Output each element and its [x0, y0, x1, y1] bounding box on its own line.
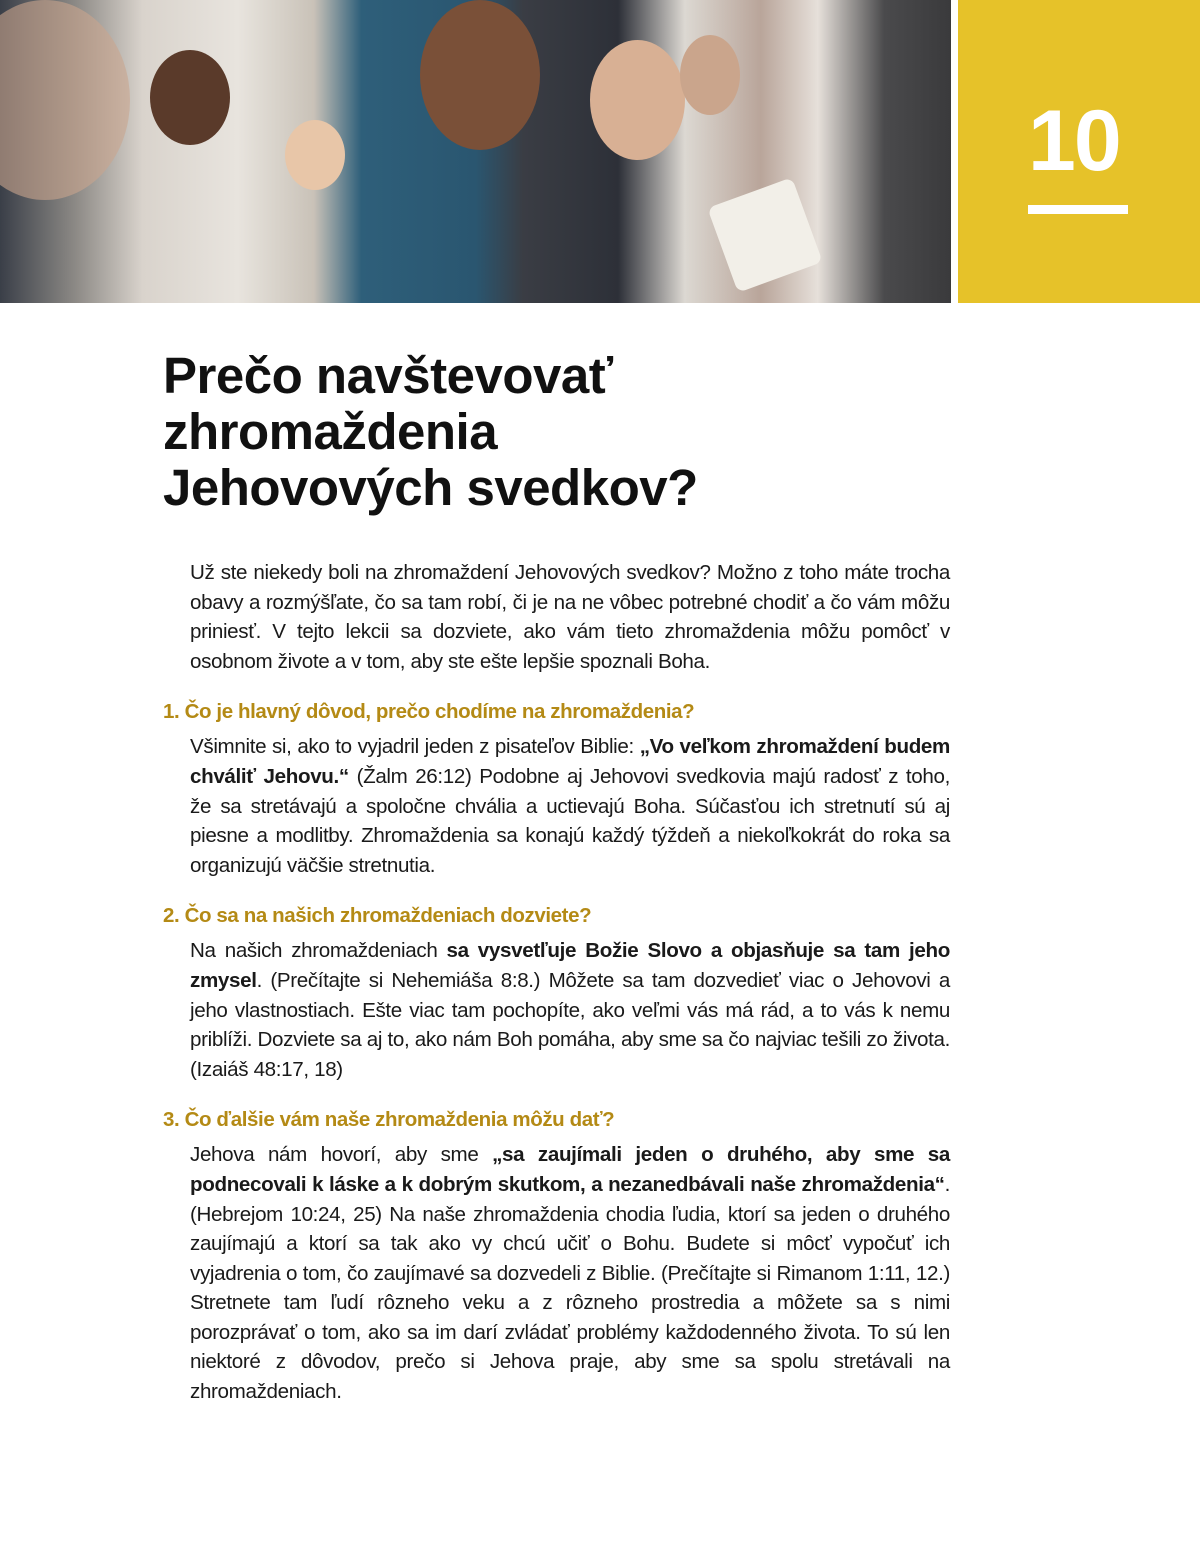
lesson-number-underline	[1028, 205, 1128, 214]
text-segment: . (Hebrejom 10:24, 25) Na naše zhromaždenia chodia ľudia, ktorí sa jeden o druhého zaujímajú a ktorí sa tak ako vy chcú učiť o Bohu. Budete si môcť vypočuť ich vyjadrenia o tom, čo zaujímavé sa dozvedeli z Biblie. (Prečítajte si Rimanom 1:11, 12.) Stretnete tam ľudí rôzneho veku a z rôzneho prostredia a môžete sa s nimi porozprávať o tom, ako sa im darí zvládať problémy každodenného života. To sú len niektoré z dôvodov, prečo si Jehova praje, aby sme sa spolu stretávali na zhromaždeniach.	[190, 1172, 950, 1404]
text-segment: (Žalm 26:12) Podobne aj Jehovovi svedkovia majú radosť z toho, že sa stretávajú a spoločne chvália a uctievajú Boha. Súčasťou ich stretnutí sú aj piesne a modlitby. Zhromaždenia sa konajú každý týždeň a niekoľkokrát do roka sa organizujú väčšie stretnutia.	[190, 764, 950, 877]
section-heading: 2. Čo sa na našich zhromaždeniach dozviete?	[163, 904, 592, 928]
text-segment: Jehova nám hovorí, aby sme	[190, 1143, 493, 1167]
title-line: Prečo navštevovať	[163, 347, 613, 404]
header-photo-congregation-meeting	[0, 0, 951, 303]
section-heading: 1. Čo je hlavný dôvod, prečo chodíme na zhromaždenia?	[163, 700, 695, 724]
text-segment: Už ste niekedy boli na zhromaždení Jehovových svedkov? Možno z toho máte trocha obavy a rozmýšľate, čo sa tam robí, či je na ne vôbec potrebné chodiť a čo vám môžu priniesť. V tejto lekcii sa dozviete, ako vám tieto zhromaždenia môžu pomôcť v osobnom živote a v tom, aby ste ešte lepšie spoznali Boha.	[190, 561, 950, 673]
text-segment: . (Prečítajte si Nehemiáša 8:8.) Môžete sa tam dozvedieť viac o Jehovovi a jeho vlastnostiach. Ešte viac tam pochopíte, ako veľmi vás má rád, a to vás k nemu priblíži. Dozviete sa aj to, ako nám Boh pomáha, aby sme sa čo najviac tešili zo života. (Izaiáš 48:17, 18)	[190, 968, 950, 1081]
lesson-number-badge	[958, 0, 1200, 303]
section-paragraph	[190, 936, 950, 1084]
bold-text-segment: „sa zaujímali jeden o druhého, aby sme sa podnecovali k láske a k dobrým skutkom, a nezanedbávali naše zhromaždenia“	[190, 1143, 950, 1196]
section-heading: 3. Čo ďalšie vám naše zhromaždenia môžu dať?	[163, 1108, 615, 1132]
intro-paragraph	[190, 558, 950, 676]
lesson-number: 10	[1028, 93, 1120, 189]
bold-text-segment: sa vysvetľuje Božie Slovo a objasňuje sa tam jeho zmysel	[190, 939, 950, 992]
bold-text-segment: „Vo veľkom zhromaždení budem chváliť Jehovu.“	[190, 735, 950, 788]
text-segment: Na našich zhromaždeniach	[190, 939, 447, 963]
section-paragraph	[190, 1140, 950, 1406]
lesson-content	[163, 558, 950, 1407]
section-paragraph	[190, 732, 950, 880]
page-title	[163, 348, 863, 516]
title-line: zhromaždenia	[163, 403, 498, 460]
text-segment: Všimnite si, ako to vyjadril jeden z pisateľov Biblie:	[190, 735, 640, 759]
title-line: Jehovových svedkov?	[163, 459, 698, 516]
